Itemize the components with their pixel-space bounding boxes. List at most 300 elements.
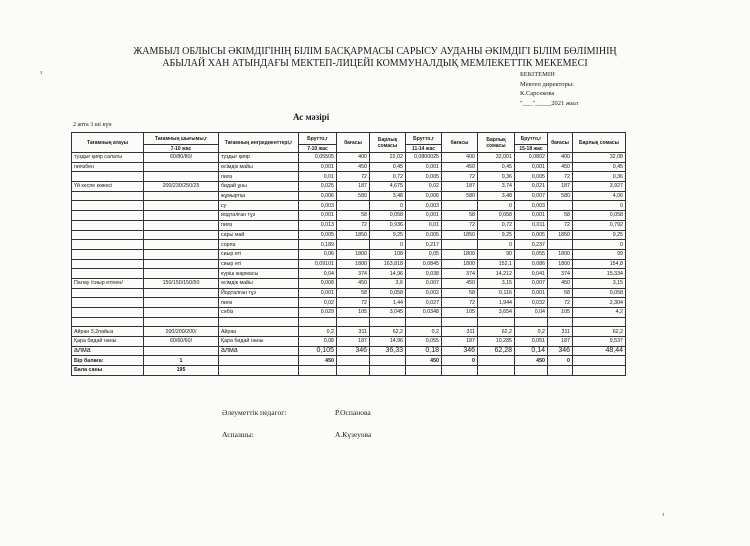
table-cell: пияз — [219, 172, 299, 182]
table-cell: 0,72 — [478, 220, 515, 230]
table-cell: 374 — [337, 269, 370, 279]
table-cell: 0,02 — [406, 182, 442, 192]
table-cell: 154,8 — [573, 259, 626, 269]
table-cell: 0,005 — [299, 230, 337, 240]
table-cell: 14,96 — [370, 269, 406, 279]
table-cell: 0,09101 — [299, 259, 337, 269]
table-cell: 1800 — [337, 259, 370, 269]
table-cell: 400 — [337, 153, 370, 163]
table-cell: 1 — [144, 356, 219, 366]
table-cell: 0,007 — [515, 191, 548, 201]
table-cell: 1850 — [337, 230, 370, 240]
table-cell: Бала саны — [72, 366, 144, 376]
table-cell: сәбіз — [219, 308, 299, 318]
table-cell: 0,189 — [299, 240, 337, 250]
table-cell: 60/60/60/ — [144, 337, 219, 347]
col-total3: Барлық сомасы — [573, 133, 626, 153]
table-cell: 58 — [548, 211, 573, 221]
table-cell: 0,005 — [406, 172, 442, 182]
table-cell: 0,45 — [370, 162, 406, 172]
table-cell: сиыр еті — [219, 249, 299, 259]
table-cell: 72 — [442, 298, 478, 308]
table-cell: 0,217 — [406, 240, 442, 250]
table-row — [72, 308, 626, 318]
table-cell: жұмыртқа — [219, 191, 299, 201]
table-cell: 0,058 — [370, 288, 406, 298]
table-cell: 105 — [548, 308, 573, 318]
table-cell: 1800 — [442, 249, 478, 259]
col-gross2-age: 11-14 жас — [406, 145, 442, 153]
table-cell: 72 — [337, 172, 370, 182]
table-cell: 400 — [548, 153, 573, 163]
col-yield: Тағамның шығымы,г — [144, 133, 219, 145]
table-cell: 152,1 — [478, 259, 515, 269]
table-cell: 0 — [370, 240, 406, 250]
table-cell: 36,33 — [370, 346, 406, 356]
table-cell: 3,6 — [370, 278, 406, 288]
table-cell: 0,0845 — [406, 259, 442, 269]
table-cell — [573, 366, 626, 376]
table-cell: 0,006 — [299, 191, 337, 201]
table-cell: 0,011 — [515, 220, 548, 230]
table-cell: 0,001 — [299, 288, 337, 298]
signature-name-pedagog: Р.Оспанова — [335, 408, 371, 417]
table-cell: 580 — [548, 191, 573, 201]
table-cell: 0,021 — [515, 182, 548, 192]
table-cell: 0 — [573, 201, 626, 211]
table-cell — [144, 220, 219, 230]
table-row — [72, 337, 626, 347]
menu-table — [71, 132, 626, 376]
table-cell: 450 — [406, 356, 442, 366]
table-row — [72, 249, 626, 259]
table-cell: 0,936 — [370, 220, 406, 230]
table-cell: 400 — [442, 153, 478, 163]
table-cell — [219, 356, 299, 366]
table-cell: 0,001 — [406, 162, 442, 172]
table-cell — [299, 366, 337, 376]
table-cell: 580 — [337, 191, 370, 201]
table-cell — [478, 317, 515, 327]
table-cell: су — [219, 201, 299, 211]
table-cell: 60/80/80/ — [144, 153, 219, 163]
table-cell — [72, 317, 144, 327]
table-cell — [337, 356, 370, 366]
table-cell: 1,944 — [478, 298, 515, 308]
col-total2: Барлық сомасы — [478, 133, 515, 153]
approval-line: "___"_____2021 жыл — [520, 99, 579, 107]
table-cell: 0 — [370, 201, 406, 211]
table-cell: 48,44 — [573, 346, 626, 356]
table-row — [72, 220, 626, 230]
table-cell: күріш жармасы — [219, 269, 299, 279]
table-cell — [72, 230, 144, 240]
table-cell: Қара бидай наны — [72, 337, 144, 347]
table-cell: 3,15 — [573, 278, 626, 288]
col-price3: бағасы — [548, 133, 573, 153]
table-cell: 311 — [337, 327, 370, 337]
table-cell: 2,304 — [573, 298, 626, 308]
signature-name-cook: А.Күзеуова — [335, 430, 372, 439]
scan-mark: з — [40, 70, 43, 76]
table-cell: Бір балаға: — [72, 356, 144, 366]
table-cell: 0,05 — [406, 249, 442, 259]
table-cell: 187 — [548, 182, 573, 192]
table-cell — [72, 201, 144, 211]
table-cell: 0,105 — [299, 346, 337, 356]
table-cell: 0 — [573, 240, 626, 250]
table-cell: 0,04 — [515, 308, 548, 318]
table-cell: 0,008 — [299, 278, 337, 288]
table-cell: 1850 — [548, 230, 573, 240]
table-cell — [72, 240, 144, 250]
table-cell: 580 — [442, 191, 478, 201]
period-label: 2 апта 3 ші күн — [73, 122, 112, 128]
table-cell: 0,003 — [299, 201, 337, 211]
table-cell: сары май — [219, 230, 299, 240]
table-cell: 0,45 — [478, 162, 515, 172]
table-cell: 187 — [442, 337, 478, 347]
table-cell — [442, 201, 478, 211]
table-cell — [144, 346, 219, 356]
table-row — [72, 269, 626, 279]
table-cell — [406, 366, 442, 376]
table-cell: 0,2 — [299, 327, 337, 337]
table-cell: 0,116 — [478, 288, 515, 298]
table-cell: пияз — [219, 220, 299, 230]
table-row — [72, 230, 626, 240]
table-cell: 450 — [548, 162, 573, 172]
table-cell: 0,001 — [515, 288, 548, 298]
table-cell — [478, 366, 515, 376]
table-cell: 3,48 — [370, 191, 406, 201]
table-cell: 72 — [337, 298, 370, 308]
table-cell: 90 — [478, 249, 515, 259]
scan-mark: з — [662, 512, 665, 518]
table-cell: пияз — [219, 298, 299, 308]
table-cell — [144, 249, 219, 259]
table-cell: 3,654 — [478, 308, 515, 318]
table-cell: Қара бидай наны — [219, 337, 299, 347]
table-cell: 14,96 — [370, 337, 406, 347]
table-cell: туздығ қияр — [219, 153, 299, 163]
table-cell: 0,058 — [370, 211, 406, 221]
table-cell — [144, 162, 219, 172]
table-cell: 0,055 — [515, 249, 548, 259]
table-cell: 62,2 — [370, 327, 406, 337]
table-cell — [72, 191, 144, 201]
table-cell: 0,02 — [299, 298, 337, 308]
table-cell — [515, 317, 548, 327]
table-cell: 187 — [442, 182, 478, 192]
table-cell — [370, 356, 406, 366]
table-cell: 72 — [442, 172, 478, 182]
table-row — [72, 162, 626, 172]
table-cell: 62,2 — [573, 327, 626, 337]
col-price2: бағасы — [442, 133, 478, 153]
table-cell: 346 — [548, 346, 573, 356]
table-cell: 200/200/200/ — [144, 327, 219, 337]
table-cell — [370, 366, 406, 376]
table-cell — [548, 317, 573, 327]
table-cell: пиязбен — [72, 162, 144, 172]
table-cell: 72 — [548, 298, 573, 308]
table-cell: 3,74 — [478, 182, 515, 192]
table-cell: 72 — [337, 220, 370, 230]
table-cell: 0,001 — [515, 211, 548, 221]
table-cell: 450 — [442, 162, 478, 172]
table-cell — [72, 220, 144, 230]
table-cell: Палау /сиыр етінен/ — [72, 278, 144, 288]
table-cell: 187 — [337, 337, 370, 347]
table-cell: 450 — [515, 356, 548, 366]
table-cell: 374 — [442, 269, 478, 279]
table-row — [72, 240, 626, 250]
table-cell: 0,01 — [406, 220, 442, 230]
table-cell: 0,36 — [478, 172, 515, 182]
table-cell: 450 — [337, 278, 370, 288]
table-cell: 0,013 — [299, 220, 337, 230]
table-cell: 0,055 — [406, 337, 442, 347]
col-total1: Барлық сомасы — [370, 133, 406, 153]
table-cell: 0,058 — [573, 211, 626, 221]
table-cell: 0,06 — [299, 249, 337, 259]
table-cell — [442, 317, 478, 327]
table-cell: 0,001 — [299, 162, 337, 172]
table-cell: 72 — [548, 220, 573, 230]
table-cell: 0,025 — [299, 182, 337, 192]
signature-label-pedagog: Әлеуметтік педагог: — [222, 408, 287, 417]
table-cell — [442, 366, 478, 376]
table-cell — [299, 317, 337, 327]
table-cell: 374 — [548, 269, 573, 279]
table-cell: 0,027 — [406, 298, 442, 308]
table-cell: 311 — [442, 327, 478, 337]
table-cell — [144, 288, 219, 298]
table-cell: 4,06 — [573, 191, 626, 201]
table-row — [72, 317, 626, 327]
table-cell: бидай ұны — [219, 182, 299, 192]
table-cell — [548, 366, 573, 376]
table-cell: алма — [72, 346, 144, 356]
table-cell: 105 — [442, 308, 478, 318]
table-cell — [219, 366, 299, 376]
table-cell: 10,285 — [478, 337, 515, 347]
table-cell: 0,05505 — [299, 153, 337, 163]
table-cell: 0,001 — [515, 162, 548, 172]
table-cell: 0,08 — [299, 337, 337, 347]
table-cell — [573, 317, 626, 327]
table-cell — [337, 201, 370, 211]
table-row — [72, 182, 626, 192]
table-cell: 0 — [548, 356, 573, 366]
table-cell — [406, 317, 442, 327]
table-cell: 1800 — [442, 259, 478, 269]
table-cell — [370, 317, 406, 327]
page-title: Ас мәзірі — [293, 112, 330, 122]
table-cell — [144, 259, 219, 269]
table-cell: иодталған тұз — [219, 211, 299, 221]
table-cell: 0,058 — [573, 288, 626, 298]
col-ingredient: Тағамның ингредиенттері,г — [219, 133, 299, 153]
col-gross3: Брутто,г — [515, 133, 548, 145]
table-cell: 0,032 — [515, 298, 548, 308]
col-gross2: Брутто,г — [406, 133, 442, 145]
table-cell: 1850 — [442, 230, 478, 240]
table-cell: 0,04 — [299, 269, 337, 279]
table-cell: 0,051 — [515, 337, 548, 347]
table-cell: 0,14 — [515, 346, 548, 356]
table-row — [72, 327, 626, 337]
table-cell: 187 — [337, 182, 370, 192]
table-cell: Айран — [219, 327, 299, 337]
table-cell: 0,001 — [406, 211, 442, 221]
table-cell: 163,818 — [370, 259, 406, 269]
table-cell: сорпа — [219, 240, 299, 250]
table-row — [72, 366, 626, 376]
table-cell: 0,086 — [515, 259, 548, 269]
table-row — [72, 356, 626, 366]
table-row — [72, 153, 626, 163]
col-gross1-age: 7-10 жас — [299, 145, 337, 153]
table-cell: 0,003 — [406, 201, 442, 211]
table-row — [72, 211, 626, 221]
table-cell: 0,038 — [406, 269, 442, 279]
table-cell: 346 — [337, 346, 370, 356]
table-cell: 0,237 — [515, 240, 548, 250]
approval-line: БЕКІТЕМІН — [520, 71, 555, 78]
table-cell — [573, 356, 626, 366]
table-cell: 150/150/150/50 — [144, 278, 219, 288]
table-cell: 0,007 — [406, 278, 442, 288]
table-cell: 62,2 — [478, 327, 515, 337]
table-cell — [337, 317, 370, 327]
table-cell: 72 — [442, 220, 478, 230]
table-cell — [72, 259, 144, 269]
header-line-2: АБЫЛАЙ ХАН АТЫНДАҒЫ МЕКТЕП-ЛИЦЕЙІ КОММУНАЛДЫҚ МЕМЛЕКЕТТІК МЕКЕМЕСІ — [162, 58, 588, 69]
table-cell: 0 — [478, 201, 515, 211]
table-cell: 0,36 — [573, 172, 626, 182]
table-row — [72, 278, 626, 288]
table-cell — [144, 240, 219, 250]
table-cell: 14,212 — [478, 269, 515, 279]
table-cell — [72, 298, 144, 308]
table-cell: алма — [219, 346, 299, 356]
table-cell — [515, 366, 548, 376]
table-cell: 450 — [337, 162, 370, 172]
table-cell: 32,001 — [478, 153, 515, 163]
table-cell: туздығ қияр салаты — [72, 153, 144, 163]
table-cell: Айран 3,2пайыз — [72, 327, 144, 337]
table-cell: 3,045 — [370, 308, 406, 318]
table-cell: 108 — [370, 249, 406, 259]
table-cell — [72, 269, 144, 279]
col-gross1: Брутто,г — [299, 133, 337, 145]
table-cell: 1800 — [337, 249, 370, 259]
table-cell: 0,006 — [406, 191, 442, 201]
table-cell: Үй кеспе көжесі — [72, 182, 144, 192]
table-cell: 58 — [337, 211, 370, 221]
table-cell: 58 — [442, 288, 478, 298]
table-cell: 9,25 — [478, 230, 515, 240]
table-row — [72, 346, 626, 356]
table-cell: 58 — [548, 288, 573, 298]
approval-block — [520, 70, 578, 108]
table-cell: 195 — [144, 366, 219, 376]
table-cell: 15,334 — [573, 269, 626, 279]
table-cell — [144, 298, 219, 308]
table-cell: 9,25 — [370, 230, 406, 240]
table-cell — [72, 211, 144, 221]
table-cell: 0,005 — [515, 172, 548, 182]
table-cell: 187 — [548, 337, 573, 347]
table-cell — [144, 172, 219, 182]
table-cell: 32,08 — [573, 153, 626, 163]
table-cell: 3,15 — [478, 278, 515, 288]
table-cell: 0,2 — [406, 327, 442, 337]
table-cell — [144, 230, 219, 240]
table-cell — [478, 356, 515, 366]
table-cell — [144, 269, 219, 279]
table-cell: 450 — [548, 278, 573, 288]
table-cell — [144, 211, 219, 221]
table-cell: 0,007 — [515, 278, 548, 288]
table-cell: 0 — [478, 240, 515, 250]
table-cell: 3,48 — [478, 191, 515, 201]
signature-label-cook: Аспазшы: — [222, 430, 254, 439]
table-cell: 72 — [548, 172, 573, 182]
table-cell: 3,927 — [573, 182, 626, 192]
table-cell: 0,041 — [515, 269, 548, 279]
table-cell: 0,005 — [515, 230, 548, 240]
table-cell: 0,0348 — [406, 308, 442, 318]
approval-line: К.Сарсекова — [520, 90, 555, 97]
table-row — [72, 172, 626, 182]
table-cell: 450 — [299, 356, 337, 366]
table-cell — [548, 240, 573, 250]
col-dish: Тағамның атауы — [72, 133, 144, 153]
col-gross3-age: 15-18 жас — [515, 145, 548, 153]
table-cell — [548, 201, 573, 211]
table-cell: 0,792 — [573, 220, 626, 230]
table-cell: 0,18 — [406, 346, 442, 356]
table-cell: 311 — [548, 327, 573, 337]
table-cell — [72, 249, 144, 259]
col-price1: бағасы — [337, 133, 370, 153]
table-cell: 0 — [442, 356, 478, 366]
table-cell: 346 — [442, 346, 478, 356]
table-cell: 0,001 — [299, 211, 337, 221]
table-cell: 62,28 — [478, 346, 515, 356]
table-cell: 0,2 — [515, 327, 548, 337]
table-cell: 0,029 — [299, 308, 337, 318]
table-cell — [337, 366, 370, 376]
table-cell: 1800 — [548, 249, 573, 259]
table-row — [72, 191, 626, 201]
approval-line: Мектеп директоры: — [520, 80, 574, 88]
table-cell: 4,675 — [370, 182, 406, 192]
table-row — [72, 298, 626, 308]
table-cell — [337, 240, 370, 250]
table-cell — [72, 288, 144, 298]
table-row — [72, 288, 626, 298]
table-cell: 0,45 — [573, 162, 626, 172]
table-cell: 105 — [337, 308, 370, 318]
table-cell — [72, 308, 144, 318]
table-row — [72, 201, 626, 211]
table-cell: 9,537 — [573, 337, 626, 347]
table-cell: 450 — [442, 278, 478, 288]
